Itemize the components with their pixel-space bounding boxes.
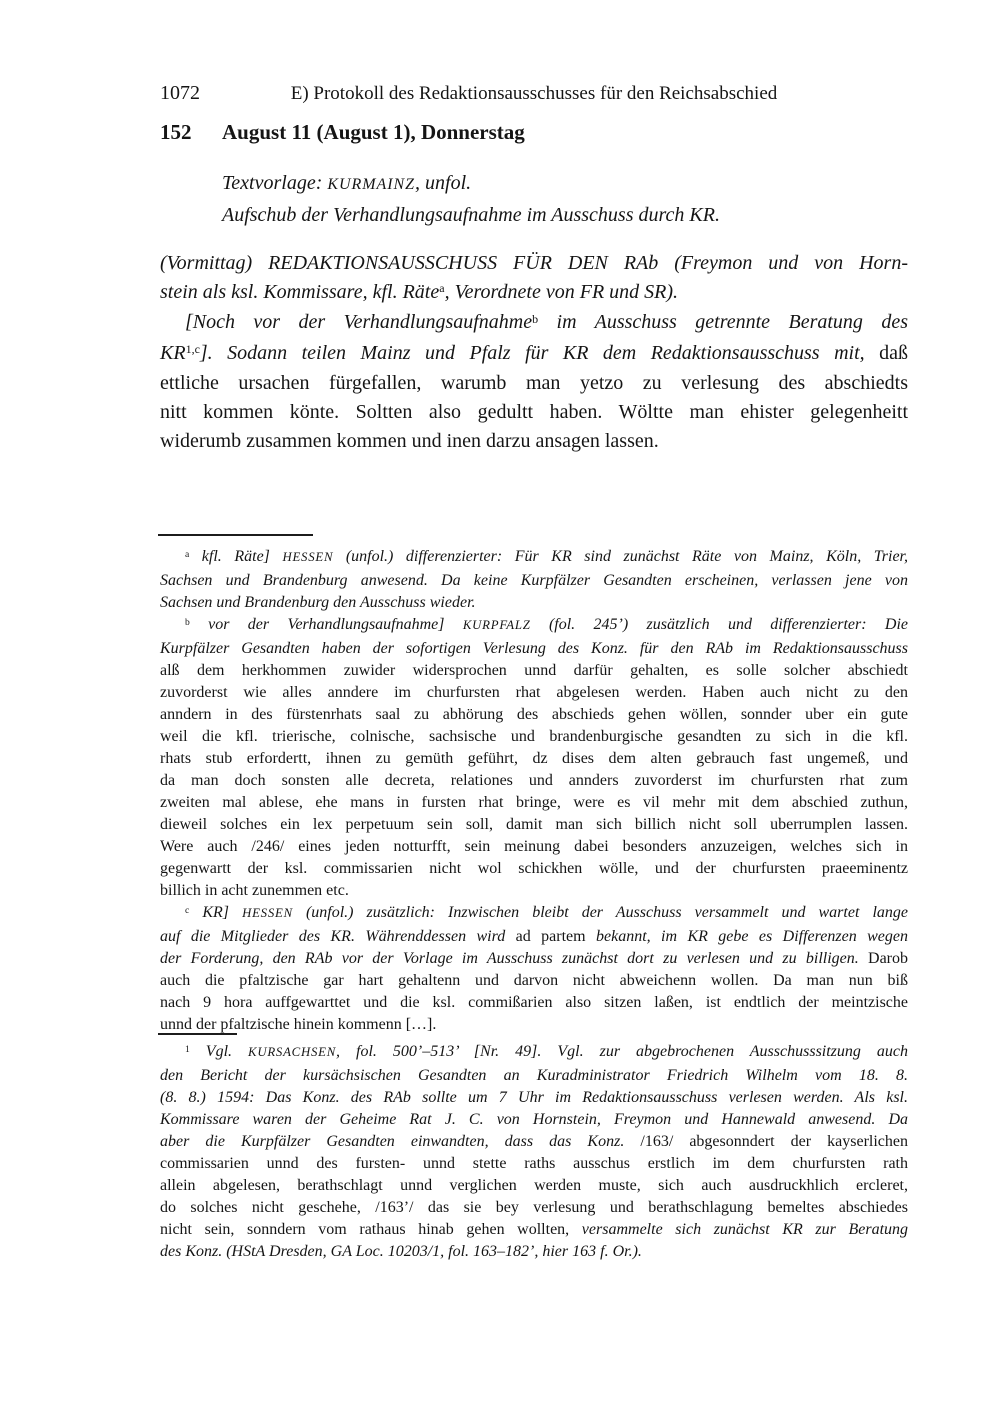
text-run: des Konz. (HStA Dresden, GA Loc. 10203/1, fol. 163–182’, hier 163 f. Or.).: [160, 1243, 642, 1260]
text-run: versammelte sich zunächst KR zur Beratung: [569, 1221, 909, 1238]
text-line: [160, 1241, 908, 1263]
text-run: anndern in des fürstenrhats saal zu abhörung des abschieds gehen wöllen, sonnder uber ein gute: [160, 706, 908, 723]
text-run: auf die Mitglieder des KR. Währenddessen wird: [160, 928, 506, 945]
text-run: (fol. 245’) zusätzlich und differenzierter: Die: [530, 616, 908, 633]
footnote-marker: 1: [185, 1043, 190, 1055]
text-run: weil die kfl. trierische, colnische, sachsische und brandenburgische gesandten zu sich in die kfl.: [160, 728, 908, 745]
text-run: , unfol.: [415, 172, 472, 194]
text-run: HESSEN: [242, 906, 293, 920]
text-line: [222, 200, 912, 231]
text-line: [160, 398, 908, 427]
text-run: Textvorlage:: [222, 172, 328, 194]
footnotes-section: [160, 1041, 908, 1263]
source-block: [222, 168, 912, 231]
text-run: daß: [864, 341, 908, 364]
text-line: [160, 308, 908, 339]
text-line: [160, 682, 908, 704]
text-line: [160, 638, 908, 660]
text-line: [160, 369, 908, 398]
text-run: aber die Kurpfälzer Gesandten einwandten, dass das Konz.: [160, 1133, 625, 1150]
text-line: [160, 1131, 908, 1153]
text-run: Darob: [858, 950, 909, 967]
footnote-marker: a: [439, 281, 445, 296]
text-run: bekannt, im KR gebe es Differenzen wegen: [595, 928, 908, 945]
apparatus-note-c: [160, 902, 908, 1036]
text-run: KR]: [189, 904, 243, 921]
text-line: [160, 1197, 908, 1219]
text-run: KR: [160, 341, 186, 364]
text-line: [160, 858, 908, 880]
text-run: billich in acht zunemmen etc.: [160, 882, 349, 899]
text-line: [160, 836, 908, 858]
text-line: [160, 660, 908, 682]
text-line: [160, 278, 908, 309]
apparatus-note-a: [160, 546, 908, 614]
text-line: [160, 339, 908, 370]
text-run: Vgl.: [189, 1043, 249, 1060]
text-line: [160, 948, 908, 970]
text-run: unnd der pfaltzische hinein kommenn […].: [160, 1016, 437, 1033]
text-line: [160, 1041, 908, 1065]
body-text: [160, 249, 908, 455]
text-line: [160, 926, 908, 948]
entry-number: 152: [160, 120, 192, 144]
text-line: [160, 992, 908, 1014]
text-line: [160, 1109, 908, 1131]
text-run: nitt kommen könte. Soltten also gedultt haben. Wöltte man ehister gelegenheitt: [160, 400, 908, 423]
text-line: [160, 249, 908, 278]
text-run: ]. Sodann teilen Mainz und Pfalz für KR dem Redaktionsausschuss mit,: [199, 341, 865, 364]
apparatus-divider-rule: [158, 534, 313, 536]
text-line: [160, 614, 908, 638]
text-line: [160, 546, 908, 570]
text-run: dieweil solches ein lex perpetuum sein soll, damit man sich billich nicht soll uberrumplen lassen.: [160, 816, 908, 833]
footnote-marker: a: [185, 548, 190, 560]
footnote-marker: c: [185, 904, 190, 916]
critical-apparatus: [160, 546, 908, 1036]
text-line: [160, 1153, 908, 1175]
text-run: Were auch /246/ eines jeden notturfft, sein meinung dabei besonders anzuzeigen, welches sich in: [160, 838, 908, 855]
text-run: KURSACHSEN: [248, 1045, 337, 1059]
footnote-marker: 1,c: [185, 342, 200, 357]
text-run: zuvorderst wie alles anndere im churfursten rhat abgelesen werden. Haben auch nicht zu den: [160, 684, 908, 701]
text-run: auch die pfaltzische gar hart gehaltenn und darvon nicht abweichenn wollen. Da man nun biß: [160, 972, 908, 989]
text-line: [160, 570, 908, 592]
text-run: allein abgelesen, berathschlagt unnd verglichen werden muste, sich auch ausdruckhlich ercleret,: [160, 1177, 908, 1194]
footnote-marker: b: [532, 311, 539, 326]
text-run: alß dem herkhommen zuwider widersprochen unnd darfür gehalten, es solle solcher abschiedt: [160, 662, 908, 679]
text-run: Sachsen und Brandenburg den Ausschuss wieder.: [160, 594, 476, 611]
source-line: [222, 168, 912, 200]
text-line: [160, 970, 908, 992]
text-run: vor der Verhandlungsaufnahme]: [189, 616, 463, 633]
text-run: Kurpfälzer Gesandten haben der sofortigen Verlesung des Konz. für den RAb im Redaktionsausschuss: [160, 640, 908, 657]
text-line: [160, 1175, 908, 1197]
text-run: ettliche ursachen fürgefallen, warumb man yetzo zu verlesung des abschiedts: [160, 372, 908, 395]
text-run: kfl. Räte]: [189, 548, 283, 565]
entry-heading: [160, 119, 908, 145]
text-line: [160, 1014, 908, 1036]
text-run: widerumb zusammen kommen und inen darzu ansagen lassen.: [160, 429, 659, 452]
page-number: 1072: [160, 82, 200, 104]
text-line: [222, 168, 912, 200]
text-run: , fol. 500’–513’ [Nr. 49]. Vgl. zur abgebrochenen Ausschusssitzung auch: [336, 1043, 909, 1060]
text-run: /163/ abgesonndert der kayserlichen: [624, 1133, 908, 1150]
text-line: [160, 1219, 908, 1241]
text-run: (unfol.) zusätzlich: Inzwischen bleibt der Ausschuss versammelt und wartet lange: [292, 904, 909, 921]
text-run: [Noch vor der Verhandlungsaufnahme: [185, 311, 533, 334]
text-line: [160, 1087, 908, 1109]
text-run: Sachsen und Brandenburg anwesend. Da keine Kurpfälzer Gesandten erscheinen, verlassen jene von: [160, 572, 908, 589]
text-run: stein als ksl. Kommissare, kfl. Räte: [160, 280, 440, 303]
text-run: HESSEN: [282, 550, 334, 564]
text-line: [160, 427, 908, 456]
text-run: gegenwartt der ksl. commissarien nicht wol schickhen wölle, und der churfursten praeeminentz: [160, 860, 908, 877]
text-run: den Bericht der kursächsischen Gesandten an Kuradministrator Friedrich Wilhelm vom 18. 8.: [160, 1067, 908, 1084]
body-paragraph-2: [160, 308, 908, 455]
text-run: ad partem: [505, 928, 596, 945]
text-run: Aufschub der Verhandlungsaufnahme im Ausschuss durch KR.: [222, 204, 720, 226]
text-line: [160, 792, 908, 814]
text-run: der Forderung, den RAb vor der Vorlage im Ausschuss zunächst dort zu verlesen und zu billigen.: [160, 950, 859, 967]
running-head: E) Protokoll des Redaktionsausschusses für den Reichsabschied: [290, 83, 778, 104]
text-line: [160, 880, 908, 902]
text-line: [160, 748, 908, 770]
text-run: do solches nicht geschehe, /163’/ das sie bey verlesung und berathschlagung bemeltes abschiedes: [160, 1199, 908, 1216]
text-run: Kommissare waren der Geheime Rat J. C. von Hornstein, Freymon und Hannewald anwesend. Da: [160, 1111, 908, 1128]
text-run: zweiten mal ablese, ehe mans in fursten rhat bringe, were es vil mehr mit dem abschied zuthun,: [160, 794, 908, 811]
summary-line: [222, 200, 912, 231]
text-run: (unfol.) differenzierter: Für KR sind zunächst Räte von Mainz, Köln, Trier,: [333, 548, 909, 565]
text-line: [160, 592, 908, 614]
apparatus-note-b: [160, 614, 908, 902]
text-run: commissarien unnd des fursten- unnd stette raths ausschus erstlich im dem churfursten rath: [160, 1155, 908, 1172]
text-line: [160, 902, 908, 926]
text-run: da man doch sonsten alle decreta, relationes und annders zuvorderst im churfursten rhat zum: [160, 772, 908, 789]
text-line: [160, 770, 908, 792]
text-run: rhats stub erfordertt, ihnen zu gemüth geführt, dz dises dem alten gebrauch fast ungemeß, und: [160, 750, 908, 767]
text-line: [160, 704, 908, 726]
text-run: im Ausschuss getrennte Beratung des: [538, 311, 908, 334]
text-run: KURMAINZ: [327, 176, 416, 193]
text-run: (Vormittag) REDAKTIONSAUSSCHUSS FÜR DEN RAb (Freymon und von Horn-: [160, 252, 908, 274]
body-paragraph-1: [160, 249, 908, 308]
text-line: [160, 726, 908, 748]
footnote-marker: b: [185, 616, 190, 628]
text-run: nicht sein, sonndern vom rathaus hinab gehen wollten,: [160, 1221, 570, 1238]
text-run: nach 9 hora auffgewarttet und die ksl. commißarien also sitzen laßen, ist endtlich der meintzische: [160, 994, 908, 1011]
text-line: [160, 814, 908, 836]
text-line: [160, 1065, 908, 1087]
footnote-divider-rule: [158, 1033, 237, 1035]
text-run: (8. 8.) 1594: Das Konz. des RAb sollte um 7 Uhr im Redaktionsausschuss verlesen werden. Als ksl.: [160, 1089, 908, 1106]
page-header: [160, 81, 908, 107]
text-run: , Verordnete von FR und SR).: [444, 280, 679, 303]
entry-title: August 11 (August 1), Donnerstag: [222, 120, 525, 144]
text-run: KURPFALZ: [462, 618, 531, 632]
footnote-1: [160, 1041, 908, 1263]
